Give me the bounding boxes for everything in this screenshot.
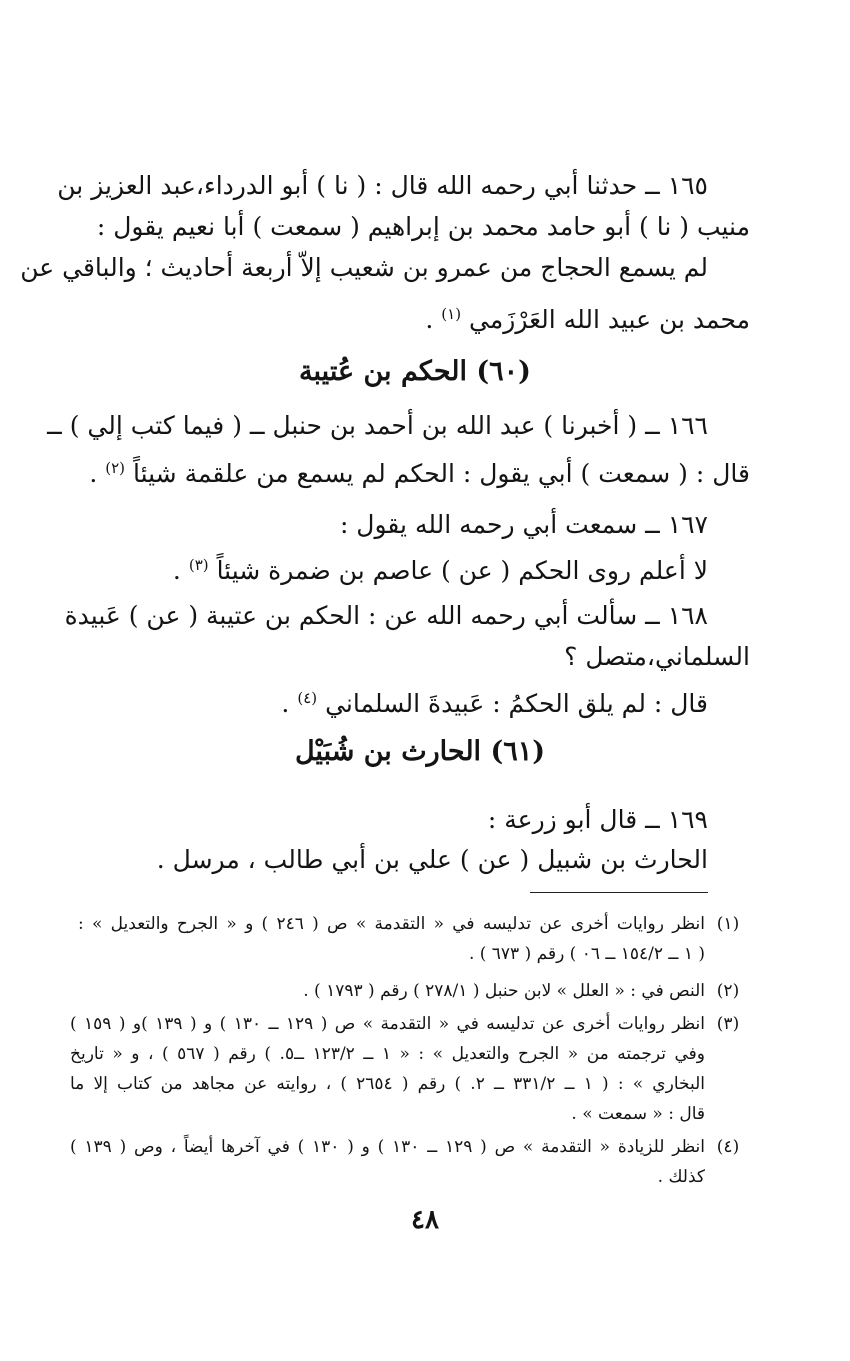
section-heading-61: (٦١) الحارث بن شُبَيْل [294, 736, 546, 767]
entry-168-line-3-end: . [281, 689, 290, 718]
entry-166-line-2-text: قال : ( سمعت ) أبي يقول : الحكم لم يسمع من علقمة شيئاً [132, 459, 750, 488]
entry-169-line-2: الحارث بن شبيل ( عن ) علي بن أبي طالب ، مرسل . [156, 845, 708, 874]
footnote-2-number: (٢) [716, 981, 740, 1001]
footnote-1-line-1: انظر روايات أخرى عن تدليسه في « التقدمة » ص ( ٢٤٦ ) و « الجرح والتعديل » : [78, 914, 705, 934]
entry-167-line-2 [172, 545, 708, 585]
page-number: ٤٨ [411, 1205, 439, 1235]
entry-165-line-4-text: محمد بن عبيد الله العَرْزَمي [469, 305, 750, 334]
footnote-3-line-3: البخاري » : ( ١ ــ ٣٣١/٢ ــ ٢. ) رقم ( ٢٦٥٤ ) ، روايته عن مجاهد من كتاب إلا ما [70, 1074, 705, 1094]
footnote-ref-1: (١) [441, 305, 462, 323]
entry-167-line-1: ١٦٧ ــ سمعت أبي رحمه الله يقول : [339, 510, 708, 539]
footnote-2-line-1: النص في : « العلل » لابن حنبل ( ٢٧٨/١ ) رقم ( ١٧٩٣ ) . [303, 981, 705, 1001]
footnote-separator [530, 892, 708, 893]
footnote-4-number: (٤) [716, 1137, 740, 1157]
footnote-4 [70, 1133, 743, 1161]
entry-167-line-2-end: . [172, 556, 181, 585]
footnote-ref-2: (٢) [105, 459, 126, 477]
entry-165-line-2: منيب ( نا ) أبو حامد محمد بن إبراهيم ( سمعت ) أبا نعيم يقول : [96, 212, 750, 241]
footnote-ref-3: (٣) [188, 556, 209, 574]
entry-165-line-3: لم يسمع الحجاج من عمرو بن شعيب إلاّ أربعة أحاديث ؛ والباقي عن [20, 253, 708, 282]
footnote-1-number: (١) [716, 914, 740, 934]
entry-168-line-3-text: قال : لم يلق الحكمُ : عَبيدةَ السلماني [325, 689, 708, 718]
entry-168-line-3 [281, 678, 708, 718]
footnote-1-line-2: ( ١ ــ ١٥٤/٢ ــ ٠٦ ) رقم ( ٦٧٣ ) . [468, 944, 705, 964]
entry-166-line-2-end: . [89, 459, 98, 488]
footnote-4-line-2: كذلك . [657, 1167, 705, 1187]
entry-166-line-1: ١٦٦ ــ ( أخبرنا ) عبد الله بن أحمد بن حنبل ــ ( فيما كتب إلي ) ــ [47, 411, 708, 440]
footnote-3-line-2: وفي ترجمته من « الجرح والتعديل » : « ١ ــ ١٢٣/٢ ــ٥. ) رقم ( ٥٦٧ ) ، و « تاريخ [70, 1044, 705, 1064]
footnote-1 [78, 910, 743, 938]
entry-165-line-1: ١٦٥ ــ حدثنا أبي رحمه الله قال : ( نا ) أبو الدرداء،عبد العزيز بن [57, 171, 708, 200]
entry-169-line-1: ١٦٩ ــ قال أبو زرعة : [487, 805, 708, 834]
footnote-3-number: (٣) [716, 1014, 740, 1034]
entry-168-line-1: ١٦٨ ــ سألت أبي رحمه الله عن : الحكم بن عتيبة ( عن ) عَبيدة [64, 601, 708, 630]
entry-165-line-4 [300, 294, 750, 334]
footnote-4-line-1: انظر للزيادة « التقدمة » ص ( ١٢٩ ــ ١٣٠ ) و ( ١٣٠ ) في آخرها أيضاً ، وص ( ١٣٩ ) [70, 1137, 705, 1157]
entry-166-line-2 [89, 448, 750, 488]
footnote-2 [250, 977, 743, 1005]
footnote-3-line-4: قال : « سمعت » . [571, 1104, 705, 1124]
footnote-3 [70, 1010, 743, 1038]
entry-165-line-4-end: . [425, 305, 434, 334]
section-heading-60: (٦٠) الحكم بن عُتيبة [299, 356, 531, 387]
entry-168-line-2: السلماني،متصل ؟ [564, 642, 750, 671]
footnote-3-line-1: انظر روايات أخرى عن تدليسه في « التقدمة » ص ( ١٢٩ ــ ١٣٠ ) و ( ١٣٩ )و ( ١٥٩ ) [70, 1014, 705, 1034]
footnote-ref-4: (٤) [297, 689, 318, 707]
entry-167-line-2-text: لا أعلم روى الحكم ( عن ) عاصم بن ضمرة شيئاً [216, 556, 708, 585]
